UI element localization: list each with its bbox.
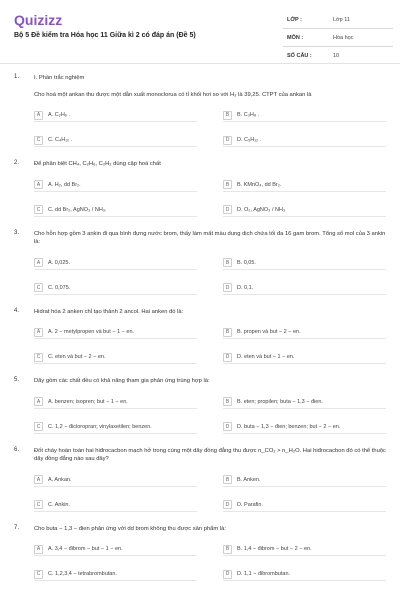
question-item [14, 160, 386, 217]
answer-options [34, 257, 386, 295]
option-text: B. Anken. [237, 476, 261, 483]
option-text: D. eten và but − 1 − en. [237, 354, 295, 360]
answer-option[interactable] [223, 421, 386, 434]
option-letter-box: D [223, 570, 232, 579]
option-text: C. 0,075. [48, 284, 71, 291]
answer-option[interactable] [223, 568, 386, 581]
option-letter-box: C [34, 422, 43, 431]
option-letter-box: B [223, 258, 232, 267]
option-text: D. Parafin. [237, 501, 263, 508]
option-letter-box: A [34, 475, 43, 484]
question-item [14, 525, 386, 582]
header-divider [0, 63, 400, 64]
option-letter-box: A [34, 111, 43, 120]
option-text: A. 3,4 − đibrom − but − 1 − en. [48, 546, 123, 552]
option-letter-box: B [223, 111, 232, 120]
meta-key: LỚP : [287, 16, 302, 23]
option-letter-box: A [34, 180, 43, 189]
option-text: B. KMnO₄, dd Br₂. [237, 181, 282, 188]
answer-options [34, 543, 386, 581]
question-item [14, 308, 386, 365]
answer-options [34, 326, 386, 364]
option-text: B. propen và but − 2 − en. [237, 329, 301, 335]
question-list [14, 74, 386, 594]
option-letter-box: A [34, 258, 43, 267]
answer-option[interactable] [223, 134, 386, 147]
question-text: Đốt cháy hoàn toàn hai hiđrocacbon mạch hở trong cùng một dãy đồng đẳng thu được n_CO₂ > n_H₂O. Hai hiđrocacbon đó có thể thuộc dãy đồng đẳng nào sau đây? [34, 447, 386, 462]
answer-option[interactable] [34, 257, 197, 270]
option-letter-box: C [34, 136, 43, 145]
answer-option[interactable] [223, 204, 386, 217]
option-text: C. 1,2,3,4 − tetrabrombutan. [48, 571, 117, 577]
option-letter-box: B [223, 475, 232, 484]
answer-options [34, 179, 386, 217]
option-letter-box: D [223, 136, 232, 145]
option-letter-box: A [34, 545, 43, 554]
option-letter-box: B [223, 180, 232, 189]
question-subtext: Cho hoá một ankan thu được một dẫn xuất monoclorua có tỉ khối hơi so với H₂ là 39,25. CTPT của ankan là [34, 91, 312, 98]
option-letter-box: D [223, 283, 232, 292]
option-letter-box: D [223, 353, 232, 362]
answer-option[interactable] [34, 396, 197, 409]
answer-options [34, 474, 386, 512]
option-text: D. buta − 1,3 − đien; benzen; but − 2 − en. [237, 423, 341, 430]
option-letter-box: D [223, 500, 232, 509]
answer-option[interactable] [34, 543, 197, 556]
option-text: B. 0,05. [237, 259, 256, 266]
option-letter-box: B [223, 545, 232, 554]
option-text: C. dd Br₂, AgNO₃ / NH₃. [48, 206, 107, 213]
option-text: A. benzen; isopren; but − 1 − en. [48, 398, 128, 405]
meta-row [283, 47, 393, 64]
answer-option[interactable] [223, 179, 386, 192]
meta-row [283, 29, 393, 47]
option-text: A. Ankan. [48, 476, 72, 483]
question-text: I. Phần trắc nghiệm [34, 75, 85, 81]
answer-options [34, 396, 386, 434]
meta-value: Hóa học [333, 34, 354, 41]
option-text: C. 1,2 − đicloropran; vinylaxetilen; benzen. [48, 423, 152, 430]
question-text: Cho hỗn hợp gồm 3 ankin đi qua bình đựng nước brom, thấy làm mất màu dung dịch chứa tối đa 16 gam brom. Tổng số mol của 3 ankin là: [34, 230, 386, 245]
question-number: 3. [14, 229, 20, 236]
question-number: 6. [14, 446, 20, 453]
option-letter-box: D [223, 205, 232, 214]
answer-option[interactable] [34, 421, 197, 434]
option-text: D. C₅H₁₂ . [237, 137, 262, 143]
option-text: A. C₂H₆ . [48, 112, 71, 118]
option-text: C. Ankin. [48, 501, 71, 508]
answer-option[interactable] [34, 474, 197, 487]
option-letter-box: C [34, 205, 43, 214]
svg-text:Quizizz: Quizizz [14, 12, 63, 28]
question-item [14, 230, 386, 295]
meta-key: MÔN : [287, 34, 304, 41]
meta-value: Lớp 11 [333, 16, 350, 23]
option-text: D. 1,1 − đibrombutan. [237, 571, 291, 577]
answer-option[interactable] [34, 282, 197, 295]
option-text: B. 1,4 − đibrom − but − 2 − en. [237, 546, 312, 552]
question-item [14, 74, 386, 147]
option-letter-box: C [34, 353, 43, 362]
question-text: Dãy gồm các chất đều có khả năng tham gia phản ứng trùng hợp là: [34, 378, 210, 384]
option-text: B. eten; propilen; buta − 1,3 − đien. [237, 398, 323, 405]
option-text: A. H₂, dd Br₂. [48, 181, 81, 188]
answer-option[interactable] [34, 326, 197, 339]
answer-option[interactable] [34, 351, 197, 364]
answer-option[interactable] [223, 326, 386, 339]
option-letter-box: A [34, 328, 43, 337]
answer-option[interactable] [34, 499, 197, 512]
answer-option[interactable] [223, 499, 386, 512]
option-letter-box: C [34, 570, 43, 579]
option-letter-box: B [223, 397, 232, 406]
question-number: 7. [14, 524, 20, 531]
meta-value: 10 [333, 52, 340, 59]
document-title: Bộ 5 Đề kiểm tra Hóa học 11 Giữa kì 2 có đáp án (Đề 5) [14, 32, 196, 39]
answer-option[interactable] [223, 543, 386, 556]
option-text: A. 2 − metylpropen và but − 1 − en. [48, 329, 135, 335]
question-item [14, 377, 386, 434]
answer-option[interactable] [223, 282, 386, 295]
option-text: B. C₃H₈ . [237, 112, 260, 118]
option-text: C. C₄H₁₀ . [48, 137, 73, 143]
answer-options [34, 109, 386, 147]
question-item [14, 447, 386, 512]
answer-option[interactable] [34, 179, 197, 192]
option-letter-box: C [34, 500, 43, 509]
meta-key: SỐ CÂU : [287, 52, 312, 59]
option-letter-box: B [223, 328, 232, 337]
question-text: Cho buta − 1,3 − đien phản ứng với dd brom không thu được sản phẩm là: [34, 525, 226, 532]
meta-row [283, 11, 393, 29]
question-number: 5. [14, 377, 20, 383]
answer-option[interactable] [223, 351, 386, 364]
question-text: Hidrat hóa 2 anken chỉ tạo thành 2 ancol. Hai anken đó là: [34, 308, 184, 315]
answer-option[interactable] [223, 109, 386, 122]
question-number: 1. [14, 74, 20, 80]
answer-option[interactable] [223, 257, 386, 270]
answer-option[interactable] [223, 396, 386, 409]
answer-option[interactable] [34, 204, 197, 217]
answer-option[interactable] [34, 134, 197, 147]
option-letter-box: C [34, 283, 43, 292]
option-text: C. eten và but − 2 − en. [48, 354, 106, 360]
meta-box [283, 11, 393, 64]
quizizz-logo [14, 12, 88, 28]
answer-option[interactable] [223, 474, 386, 487]
option-text: D. O₂, AgNO₃ / NH₃ [237, 206, 286, 213]
question-text: Để phân biệt CH₄, C₂H₆, C₂H₂ dùng cặp hoá chất [34, 161, 161, 167]
option-letter-box: A [34, 397, 43, 406]
option-letter-box: D [223, 422, 232, 431]
answer-option[interactable] [34, 568, 197, 581]
question-number: 4. [14, 307, 20, 314]
option-text: A. 0,025. [48, 259, 71, 266]
option-text: D. 0,1. [237, 284, 254, 291]
question-number: 2. [14, 160, 20, 166]
answer-option[interactable] [34, 109, 197, 122]
